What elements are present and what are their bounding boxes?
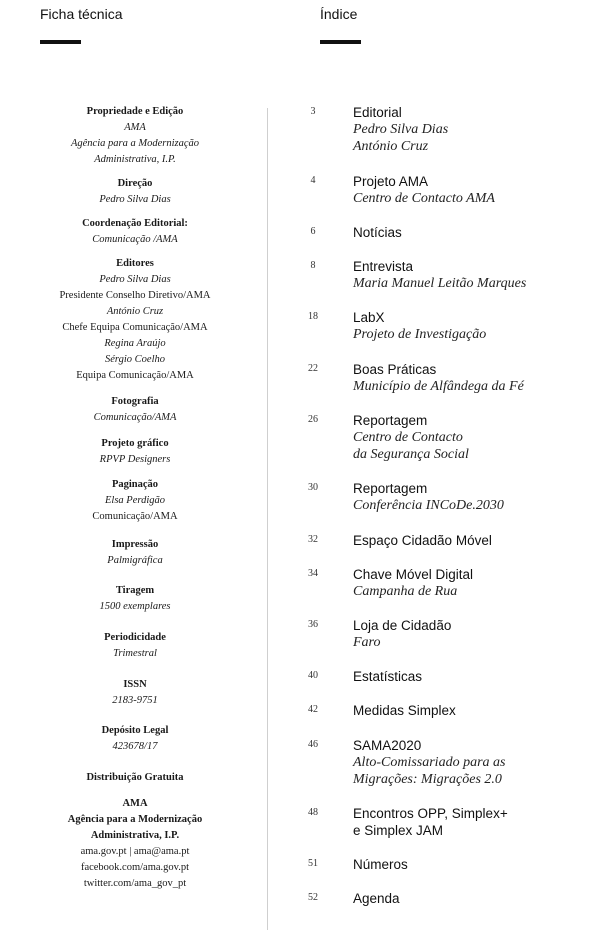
credit-line: Administrativa, I.P. <box>90 830 180 841</box>
toc-subtitle: Faro <box>353 635 381 650</box>
toc-title: Medidas Simplex <box>353 703 456 718</box>
credit-label: Direção <box>117 178 153 189</box>
credit-label: AMA <box>122 798 148 809</box>
credit-block-tiragem <box>20 583 250 615</box>
credit-block-projeto-grafico <box>20 436 250 468</box>
credit-line: Comunicação /AMA <box>92 234 178 245</box>
credit-line: Presidente Conselho Diretivo/AMA <box>59 290 211 301</box>
toc-title: Entrevista <box>353 259 414 274</box>
credit-label: Coordenação Editorial: <box>82 218 188 229</box>
toc-title: Encontros OPP, Simplex+ <box>353 806 508 821</box>
column-divider <box>267 108 268 930</box>
toc-title: LabX <box>353 310 385 325</box>
credit-label: Fotografia <box>111 396 159 407</box>
credit-label: Propriedade e Edição <box>86 106 184 117</box>
toc-title: Números <box>353 857 408 872</box>
toc-title: Chave Móvel Digital <box>353 567 474 582</box>
toc-subtitle: Município de Alfândega da Fé <box>353 379 524 394</box>
credit-line: Elsa Perdigão <box>105 495 165 506</box>
indice-heading-rule <box>320 40 361 44</box>
credit-block-editores <box>20 256 250 384</box>
credit-line: Regina Araújo <box>104 338 166 349</box>
credit-line: Pedro Silva Dias <box>99 274 171 285</box>
toc-page-number: 42 <box>308 704 318 715</box>
toc-page-number: 8 <box>310 260 316 271</box>
ficha-heading-rule <box>40 40 81 44</box>
credit-line: RPVP Designers <box>99 454 171 465</box>
toc-page-number: 36 <box>308 619 318 630</box>
facebook-link[interactable]: facebook.com/ama.gov.pt <box>80 862 190 873</box>
credit-line: 1500 exemplares <box>99 601 171 612</box>
toc-subtitle: Migrações: Migrações 2.0 <box>353 772 502 787</box>
credit-label: Paginação <box>111 479 159 490</box>
credit-line: Pedro Silva Dias <box>99 194 171 205</box>
credit-line: Administrativa, I.P. <box>94 154 176 165</box>
toc-title: SAMA2020 <box>353 738 422 753</box>
credit-line: Chefe Equipa Comunicação/AMA <box>62 322 208 333</box>
toc-title: Editorial <box>353 105 402 120</box>
toc-title: Espaço Cidadão Móvel <box>353 533 492 548</box>
toc-subtitle: Alto-Comissariado para as <box>353 755 506 770</box>
toc-title: Projeto AMA <box>353 174 429 189</box>
credit-label: Impressão <box>111 539 159 550</box>
credit-label: Tiragem <box>115 585 155 596</box>
toc-title: Reportagem <box>353 481 428 496</box>
credit-line: AMA <box>124 122 146 133</box>
toc-page-number: 34 <box>308 568 318 579</box>
toc-subtitle: Centro de Contacto <box>353 430 463 445</box>
credit-label: Distribuição Gratuita <box>86 772 184 783</box>
ficha-tecnica-heading: Ficha técnica <box>40 6 123 22</box>
credit-label: ISSN <box>123 679 147 690</box>
credit-label: Periodicidade <box>104 632 166 643</box>
twitter-link[interactable]: twitter.com/ama_gov_pt <box>83 878 187 889</box>
toc-title: Loja de Cidadão <box>353 618 452 633</box>
toc-title: Reportagem <box>353 413 428 428</box>
toc-page-number: 18 <box>308 311 318 322</box>
toc-subtitle: Campanha de Rua <box>353 584 458 599</box>
credit-block-periodicidade <box>20 630 250 662</box>
toc-subtitle: António Cruz <box>353 139 429 154</box>
toc-page-number: 32 <box>308 534 318 545</box>
credit-line: Comunicação/AMA <box>93 412 177 423</box>
credit-line: 2183-9751 <box>112 695 158 706</box>
credit-label: Editores <box>116 258 154 269</box>
toc-page-number: 40 <box>308 670 318 681</box>
credit-line: Sérgio Coelho <box>105 354 165 365</box>
toc-title: Boas Práticas <box>353 362 437 377</box>
toc-subtitle: Maria Manuel Leitão Marques <box>353 276 527 291</box>
credit-line: Agência para a Modernização <box>70 138 200 149</box>
toc-subtitle: Centro de Contacto AMA <box>353 191 495 206</box>
toc-title: Agenda <box>353 891 400 906</box>
toc-subtitle: da Segurança Social <box>353 447 469 462</box>
credit-block-impressao <box>20 537 250 569</box>
toc-page-number: 26 <box>308 414 318 425</box>
credit-line: Agência para a Modernização <box>67 814 203 825</box>
toc-page-number: 46 <box>308 739 318 750</box>
toc-subtitle: Pedro Silva Dias <box>353 122 449 137</box>
toc-title: Notícias <box>353 225 402 240</box>
toc-page-number: 6 <box>310 226 316 237</box>
credit-block-distribuicao <box>20 770 250 786</box>
toc-page-number: 52 <box>308 892 318 903</box>
credit-label: Depósito Legal <box>101 725 169 736</box>
toc-subtitle: Conferência INCoDe.2030 <box>353 498 504 513</box>
credit-block-direcao <box>20 176 250 208</box>
credit-block-propriedade <box>20 104 250 168</box>
credit-block-paginacao <box>20 477 250 525</box>
credit-block-coordenacao <box>20 216 250 248</box>
credit-block-ama-contacts <box>20 796 250 892</box>
credit-line: Palmigráfica <box>107 555 163 566</box>
toc-subtitle: Projeto de Investigação <box>353 327 487 342</box>
toc-page-number: 48 <box>308 807 318 818</box>
credit-block-fotografia <box>20 394 250 426</box>
credit-line: Trimestral <box>113 648 157 659</box>
credit-block-issn <box>20 677 250 709</box>
credit-label: Projeto gráfico <box>101 438 169 449</box>
toc-page-number: 30 <box>308 482 318 493</box>
toc-page-number: 51 <box>308 858 318 869</box>
credit-line: 423678/17 <box>112 741 158 752</box>
toc-title: Estatísticas <box>353 669 423 684</box>
toc-page-number: 22 <box>308 363 318 374</box>
credit-line: Equipa Comunicação/AMA <box>76 370 194 381</box>
credit-block-deposito-legal <box>20 723 250 755</box>
website-email-link[interactable]: ama.gov.pt | ama@ama.pt <box>80 846 190 857</box>
toc-title-line-2: e Simplex JAM <box>353 823 444 838</box>
toc-page-number: 3 <box>310 106 316 117</box>
indice-heading: Índice <box>320 6 358 22</box>
credit-line: Comunicação/AMA <box>92 511 178 522</box>
toc-page-number: 4 <box>310 175 316 186</box>
credit-line: António Cruz <box>106 306 164 317</box>
